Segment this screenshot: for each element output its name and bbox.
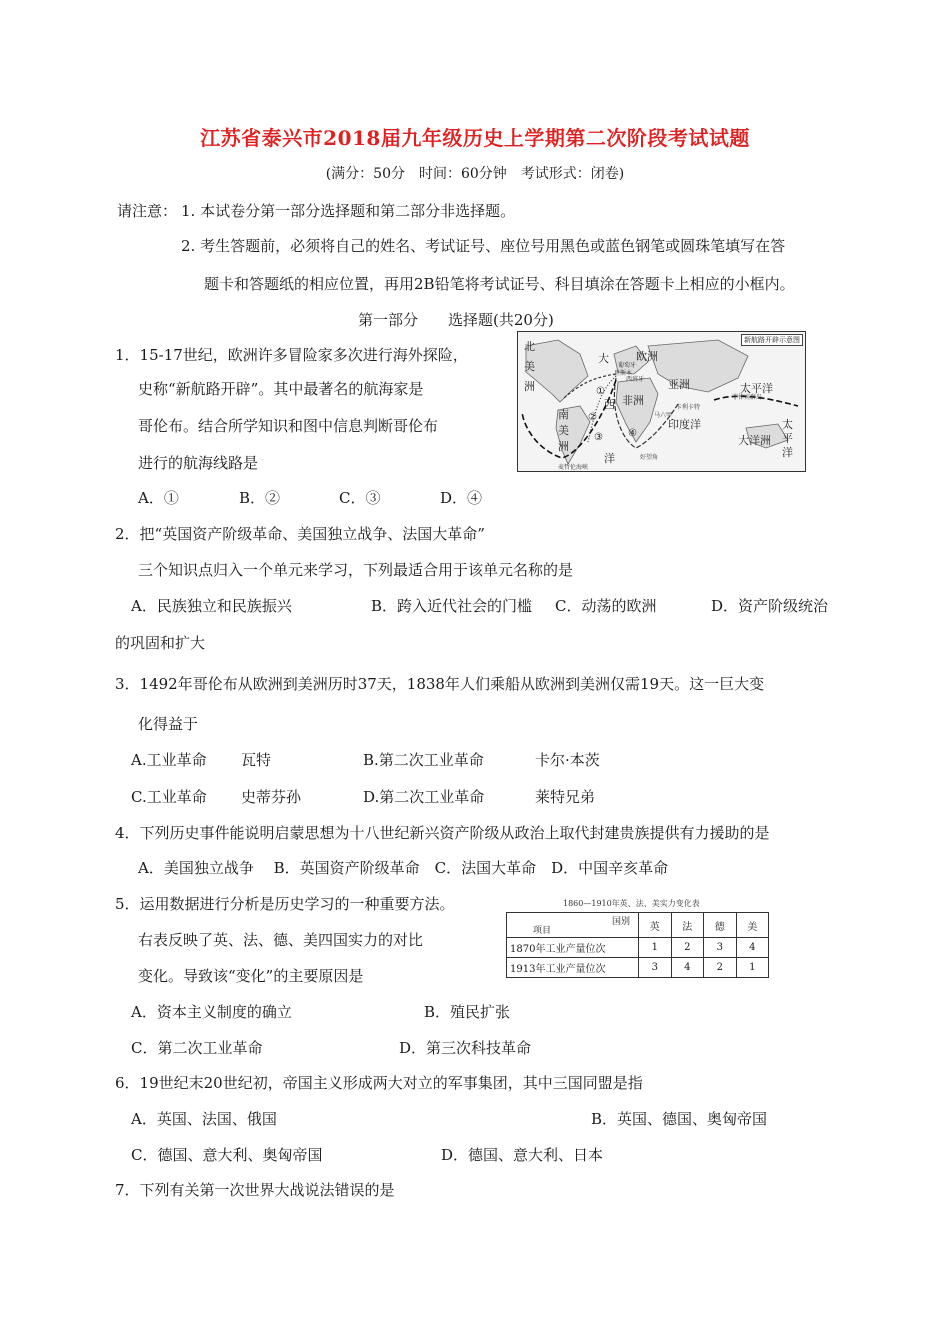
industrial-output-table [506,912,769,978]
table-cell: 3 [639,958,672,978]
q5-option-b: B．殖民扩张 [424,1003,511,1021]
map-route-3: ③ [594,432,603,443]
map-label-west: 西 [604,398,615,411]
table-row-label: 1913年工业产量位次 [507,958,639,978]
table-cell: 1 [639,938,672,958]
q5-line2: 右表反映了英、法、德、美四国实力的对比 [138,931,424,949]
q1-line3: 哥伦布。结合所学知识和图中信息判断哥伦布 [138,417,439,435]
q1-line4: 进行的航海线路是 [138,454,259,472]
q4-line1: 4．下列历史事件能说明启蒙思想为十八世纪新兴资产阶级从政治上取代封建贵族提供有力援助的是 [115,824,770,842]
map-label-europe: 欧洲 [636,350,658,363]
q3-option-a-person: 瓦特 [241,751,272,769]
q5-option-a: A．资本主义制度的确立 [131,1003,292,1021]
note-2b: 题卡和答题纸的相应位置，再用2B铅笔将考试证号、科目填涂在答题卡上相应的小框内。 [204,275,795,293]
q3-line2: 化得益于 [138,715,199,733]
table-cell: 4 [671,958,704,978]
q7-line1: 7．下列有关第一次世界大战说法错误的是 [115,1181,395,1199]
exam-info: (满分：50分 时间：60分钟 考试形式：闭卷) [325,166,625,182]
q5-option-d: D．第三次科技革命 [399,1039,532,1057]
map-place-cape-good-hope: 好望角 [640,454,659,461]
map-label-south-america-1: 南 [558,408,569,421]
section-heading: 第一部分 选择题(共20分) [358,311,554,329]
q3-line1: 3．1492年哥伦布从欧洲到美洲历时37天，1838年人们乘船从欧洲到美洲仅需19天。这一巨大变 [115,675,765,693]
q5-line1: 5．运用数据进行分析是历史学习的一种重要方法。 [115,895,455,913]
q3-option-d: D.第二次工业革命 [363,788,485,806]
map-label-africa: 非洲 [622,394,644,407]
map-label-north-america-3: 洲 [524,380,535,393]
note-1: 1. 本试卷分第一部分选择题和第二部分非选择题。 [181,202,516,220]
table-cell: 3 [704,938,737,958]
note-2a: 2. 考生答题前，必须将自己的姓名、考试证号、座位号用黑色或蓝色钢笔或圆珠笔填写在答 [181,237,786,255]
q3-option-b: B.第二次工业革命 [363,751,484,769]
q1-line1: 1．15-17世纪，欧洲许多冒险家多次进行海外探险， [115,346,468,364]
map-label-asia: 亚洲 [668,378,690,391]
map-place-philippines: 菲律宾群岛 [732,394,763,401]
q3-option-c: C.工业革命 [131,788,207,806]
q5-option-c: C．第二次工业革命 [131,1039,263,1057]
q2-line2: 三个知识点归入一个单元来学习，下列最适合用于该单元名称的是 [138,561,574,579]
table-row [507,938,769,958]
q1-line2: 史称“新航路开辟”。其中最著名的航海家是 [138,380,424,398]
q2-option-d-cont: 的巩固和扩大 [115,634,206,652]
q2-option-c: C．动荡的欧洲 [555,597,657,615]
map-route-1: ① [596,386,605,397]
q3-option-d-person: 莱特兄弟 [535,788,596,806]
table-cell: 2 [671,938,704,958]
map-route-2: ② [588,412,597,423]
table-col-france: 法 [671,913,704,938]
map-place-portugal: 葡萄牙 [618,362,637,369]
table-caption: 1860—1910年英、法、美实力变化表 [563,899,700,908]
table-header-row [507,913,769,938]
q2-line1: 2．把“英国资产阶级革命、美国独立战争、法国大革命” [115,525,485,543]
map-label-pacific-1: 太 [782,418,793,431]
navigation-route-map [517,331,806,472]
map-title: 新航路开辟示意图 [741,334,803,346]
table-header-corner [507,913,639,938]
map-place-malacca: 马六甲 [654,412,673,419]
map-route-4: ④ [628,428,637,439]
map-label-pacific: 太平洋 [740,382,773,395]
map-place-spain: 西班牙 [626,376,645,383]
q6-line1: 6．19世纪末20世纪初，帝国主义形成两大对立的军事集团，其中三国同盟是指 [115,1074,643,1092]
q2-option-d: D．资产阶级统治 [711,597,829,615]
table-header-item: 项目 [533,926,552,936]
q1-option-b: B．② [239,489,281,507]
table-col-germany: 德 [704,913,737,938]
notes-prefix: 请注意： [117,202,178,220]
q1-option-c: C．③ [339,489,381,507]
map-place-calicut: 卡利卡特 [676,404,701,411]
q3-option-a: A.工业革命 [131,751,207,769]
map-label-north-america-2: 美 [524,360,535,373]
q3-option-c-person: 史蒂芬孙 [241,788,302,806]
table-cell: 2 [704,958,737,978]
q6-option-d: D．德国、意大利、日本 [441,1146,604,1164]
map-place-lisbon: 里斯本 [614,370,633,377]
table-row-label: 1870年工业产量位次 [507,938,639,958]
map-label-atlantic: 大 [598,352,609,365]
q6-option-c: C．德国、意大利、奥匈帝国 [131,1146,323,1164]
table-cell: 4 [736,938,769,958]
map-label-pacific-2: 平 [782,432,793,445]
table-col-usa: 美 [736,913,769,938]
map-label-north-america-1: 北 [524,340,535,353]
q3-option-b-person: 卡尔·本茨 [535,751,600,769]
q6-option-a: A．英国、法国、俄国 [131,1110,277,1128]
map-label-indian-ocean: 印度洋 [668,418,701,431]
q4-options: A．美国独立战争 B．英国资产阶级革命 C．法国大革命 D．中国辛亥革命 [138,859,669,877]
map-label-ocean: 洋 [604,452,615,465]
page-title: 江苏省泰兴市2018届九年级历史上学期第二次阶段考试试题 [200,126,750,150]
table-header-country: 国别 [611,917,630,927]
q1-option-d: D．④ [440,489,483,507]
q5-line3: 变化。导致该“变化”的主要原因是 [138,967,364,985]
q6-option-b: B．英国、德国、奥匈帝国 [591,1110,768,1128]
map-place-magellan-strait: 麦哲伦海峡 [558,464,589,471]
table-row [507,958,769,978]
map-label-south-america-2: 美 [558,424,569,437]
q2-option-a: A．民族独立和民族振兴 [131,597,292,615]
map-label-oceania: 大洋洲 [738,434,771,447]
table-col-britain: 英 [639,913,672,938]
map-label-pacific-3: 洋 [782,446,793,459]
q2-option-b: B．跨入近代社会的门槛 [371,597,533,615]
map-label-south-america-3: 洲 [558,440,569,453]
table-cell: 1 [736,958,769,978]
q1-option-a: A．① [138,489,179,507]
